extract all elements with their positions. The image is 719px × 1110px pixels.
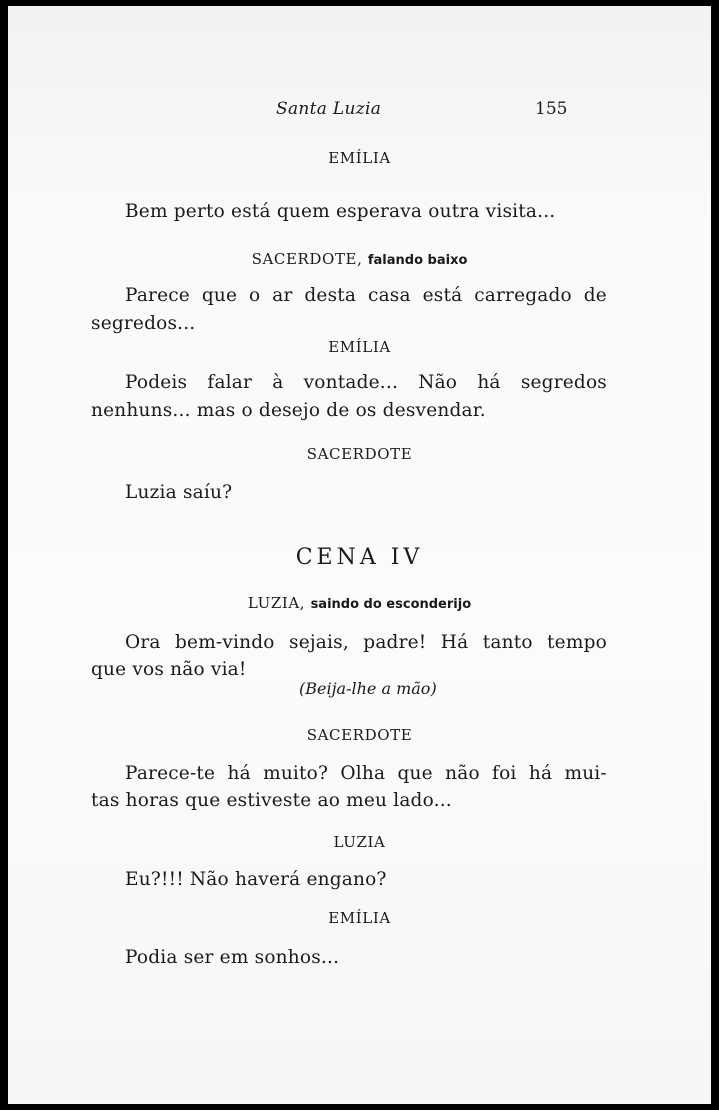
word: casa bbox=[368, 285, 411, 306]
speaker-stage-direction: saindo do esconderijo bbox=[310, 597, 472, 612]
speaker-heading: LUZIA bbox=[333, 833, 386, 851]
word: ar bbox=[272, 285, 293, 306]
dialogue-line: Luzia saíu? bbox=[125, 482, 233, 503]
word: Ora bbox=[125, 632, 161, 653]
speaker-heading bbox=[8, 250, 711, 268]
speaker-heading: EMÍLIA bbox=[328, 909, 391, 927]
speaker-stage-direction: falando baixo bbox=[367, 253, 468, 268]
page-number: 155 bbox=[535, 99, 568, 119]
dialogue-line: nenhuns... mas o desejo de os desvendar. bbox=[91, 400, 486, 421]
word: há bbox=[227, 763, 251, 784]
word: Há bbox=[440, 632, 469, 653]
word: de bbox=[583, 285, 607, 306]
dialogue-line-justified bbox=[125, 285, 607, 306]
dialogue-line-justified bbox=[125, 763, 607, 784]
word: Parece bbox=[125, 285, 190, 306]
book-page bbox=[8, 6, 711, 1104]
dialogue-line: Eu?!!! Não haverá engano? bbox=[125, 869, 387, 890]
dialogue-line: Podia ser em sonhos... bbox=[125, 947, 340, 968]
speaker-heading bbox=[8, 594, 711, 612]
word: à bbox=[272, 372, 284, 393]
word: o bbox=[249, 285, 261, 306]
speaker-heading: SACERDOTE bbox=[306, 726, 413, 744]
word: tempo bbox=[547, 632, 607, 653]
word: segredos bbox=[520, 372, 607, 393]
word: está bbox=[422, 285, 463, 306]
word: bem-vindo bbox=[175, 632, 275, 653]
word: foi bbox=[492, 763, 517, 784]
speaker-name: LUZIA, bbox=[247, 594, 306, 612]
word: muito? bbox=[263, 763, 329, 784]
word: não bbox=[445, 763, 480, 784]
speaker-heading: EMÍLIA bbox=[328, 338, 391, 356]
dialogue-line: tas horas que estiveste ao meu lado... bbox=[91, 790, 452, 811]
dialogue-line-justified bbox=[125, 632, 607, 653]
word: que bbox=[397, 763, 433, 784]
word: Não bbox=[418, 372, 458, 393]
word: vontade... bbox=[303, 372, 399, 393]
word: tanto bbox=[482, 632, 533, 653]
word: padre! bbox=[363, 632, 427, 653]
word: há bbox=[528, 763, 553, 784]
word: carregado bbox=[474, 285, 572, 306]
word: que bbox=[201, 285, 238, 306]
stage-direction: (Beija-lhe a mão) bbox=[299, 679, 437, 698]
word: sejais, bbox=[289, 632, 349, 653]
dialogue-line-justified bbox=[125, 372, 607, 393]
dialogue-line: segredos... bbox=[91, 313, 196, 334]
word: mui- bbox=[564, 763, 607, 784]
word: Olha bbox=[340, 763, 386, 784]
speaker-heading: SACERDOTE bbox=[306, 445, 413, 463]
dialogue-line: que vos não via! bbox=[91, 659, 247, 680]
speaker-heading: EMÍLIA bbox=[328, 149, 391, 167]
word: Parece-te bbox=[125, 763, 216, 784]
word: desta bbox=[304, 285, 357, 306]
scene-title: CENA IV bbox=[295, 545, 424, 570]
running-title: Santa Luzia bbox=[276, 99, 382, 119]
speaker-name: SACERDOTE, bbox=[251, 250, 363, 268]
word: falar bbox=[207, 372, 253, 393]
word: Podeis bbox=[125, 372, 188, 393]
word: há bbox=[477, 372, 501, 393]
dialogue-line: Bem perto está quem esperava outra visita... bbox=[125, 201, 556, 222]
